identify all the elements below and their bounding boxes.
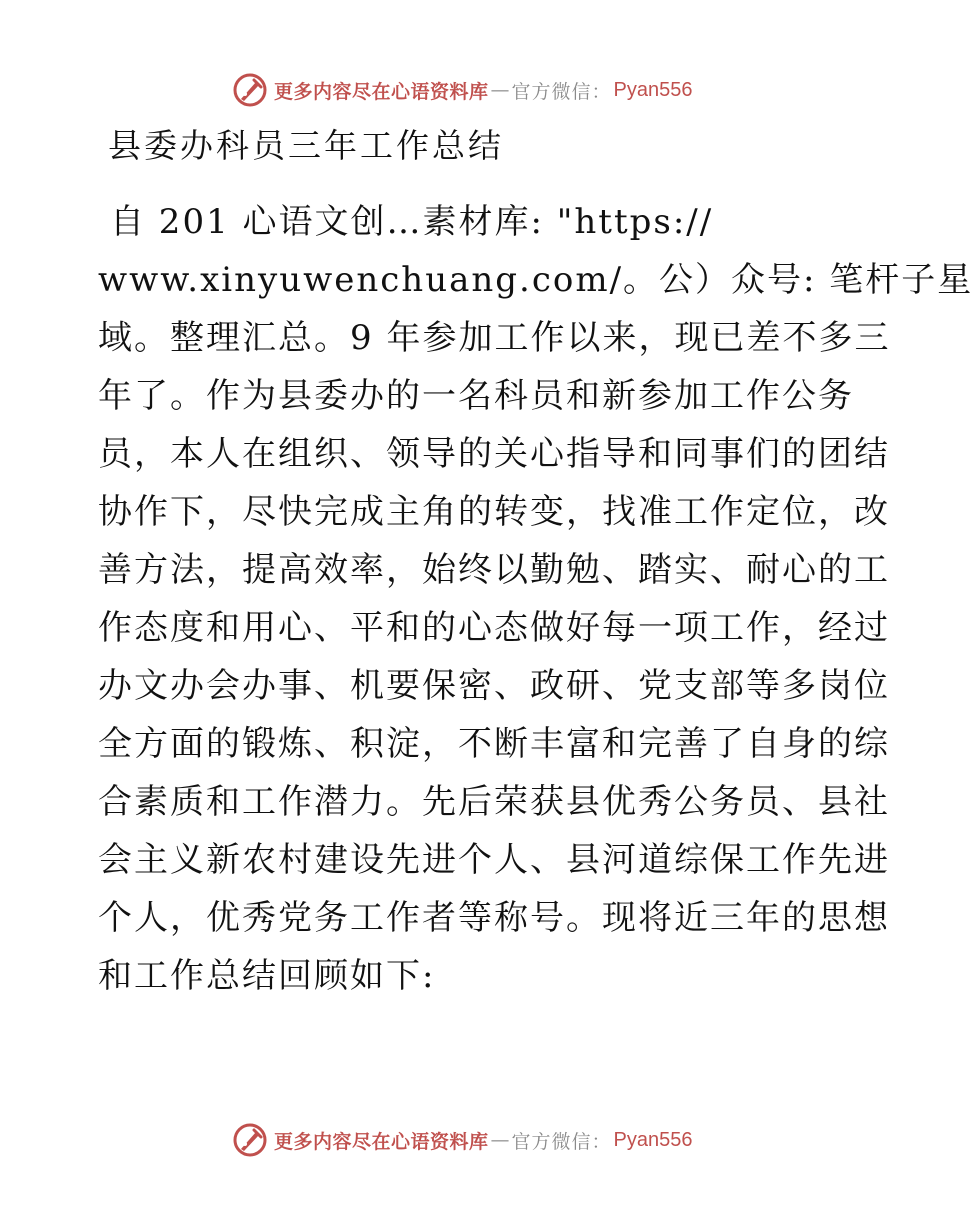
banner-wechat-label: 官方微信： xyxy=(511,80,612,103)
body-line: 作态度和用心、平和的心态做好每一项工作，经过 xyxy=(98,608,890,648)
body-line: 办文办会办事、机要保密、政研、党支部等多岗位 xyxy=(98,666,890,706)
footer-banner xyxy=(232,1120,693,1160)
quill-logo-icon xyxy=(232,1122,268,1158)
body-line: 合素质和工作潜力。先后荣获县优秀公务员、县社 xyxy=(98,782,890,822)
body-line: 域。整理汇总。9 年参加工作以来，现已差不多三 xyxy=(98,318,891,358)
body-line: 自 201 心语文创…素材库: "https:// xyxy=(110,202,714,242)
banner-wechat-label: 官方微信： xyxy=(511,1130,612,1153)
banner-dash: — xyxy=(490,1129,510,1151)
body-line: 会主义新农村建设先进个人、县河道综保工作先进 xyxy=(98,840,890,880)
document-title: 县委办科员三年工作总结 xyxy=(108,126,504,165)
body-line: www.xinyuwenchuang.com/。公）众号: 笔杆子星 xyxy=(98,260,973,300)
banner-dash: — xyxy=(490,79,510,101)
banner-slogan: 更多内容尽在心语资料库 xyxy=(274,1130,489,1153)
banner-slogan: 更多内容尽在心语资料库 xyxy=(274,80,489,103)
banner-wechat-id: Pyan556 xyxy=(613,78,693,101)
body-line: 年了。作为县委办的一名科员和新参加工作公务 xyxy=(98,376,854,416)
banner-wechat-id: Pyan556 xyxy=(613,1128,693,1151)
body-line: 善方法，提高效率，始终以勤勉、踏实、耐心的工 xyxy=(98,550,890,590)
body-line: 员，本人在组织、领导的关心指导和同事们的团结 xyxy=(98,434,890,474)
body-line: 和工作总结回顾如下: xyxy=(98,956,436,996)
quill-logo-icon xyxy=(232,72,268,108)
document-body xyxy=(98,193,973,1005)
body-line: 协作下，尽快完成主角的转变，找准工作定位，改 xyxy=(98,492,890,532)
header-banner xyxy=(232,70,693,110)
body-line: 个人，优秀党务工作者等称号。现将近三年的思想 xyxy=(98,898,890,938)
body-line: 全方面的锻炼、积淀，不断丰富和完善了自身的综 xyxy=(98,724,890,764)
